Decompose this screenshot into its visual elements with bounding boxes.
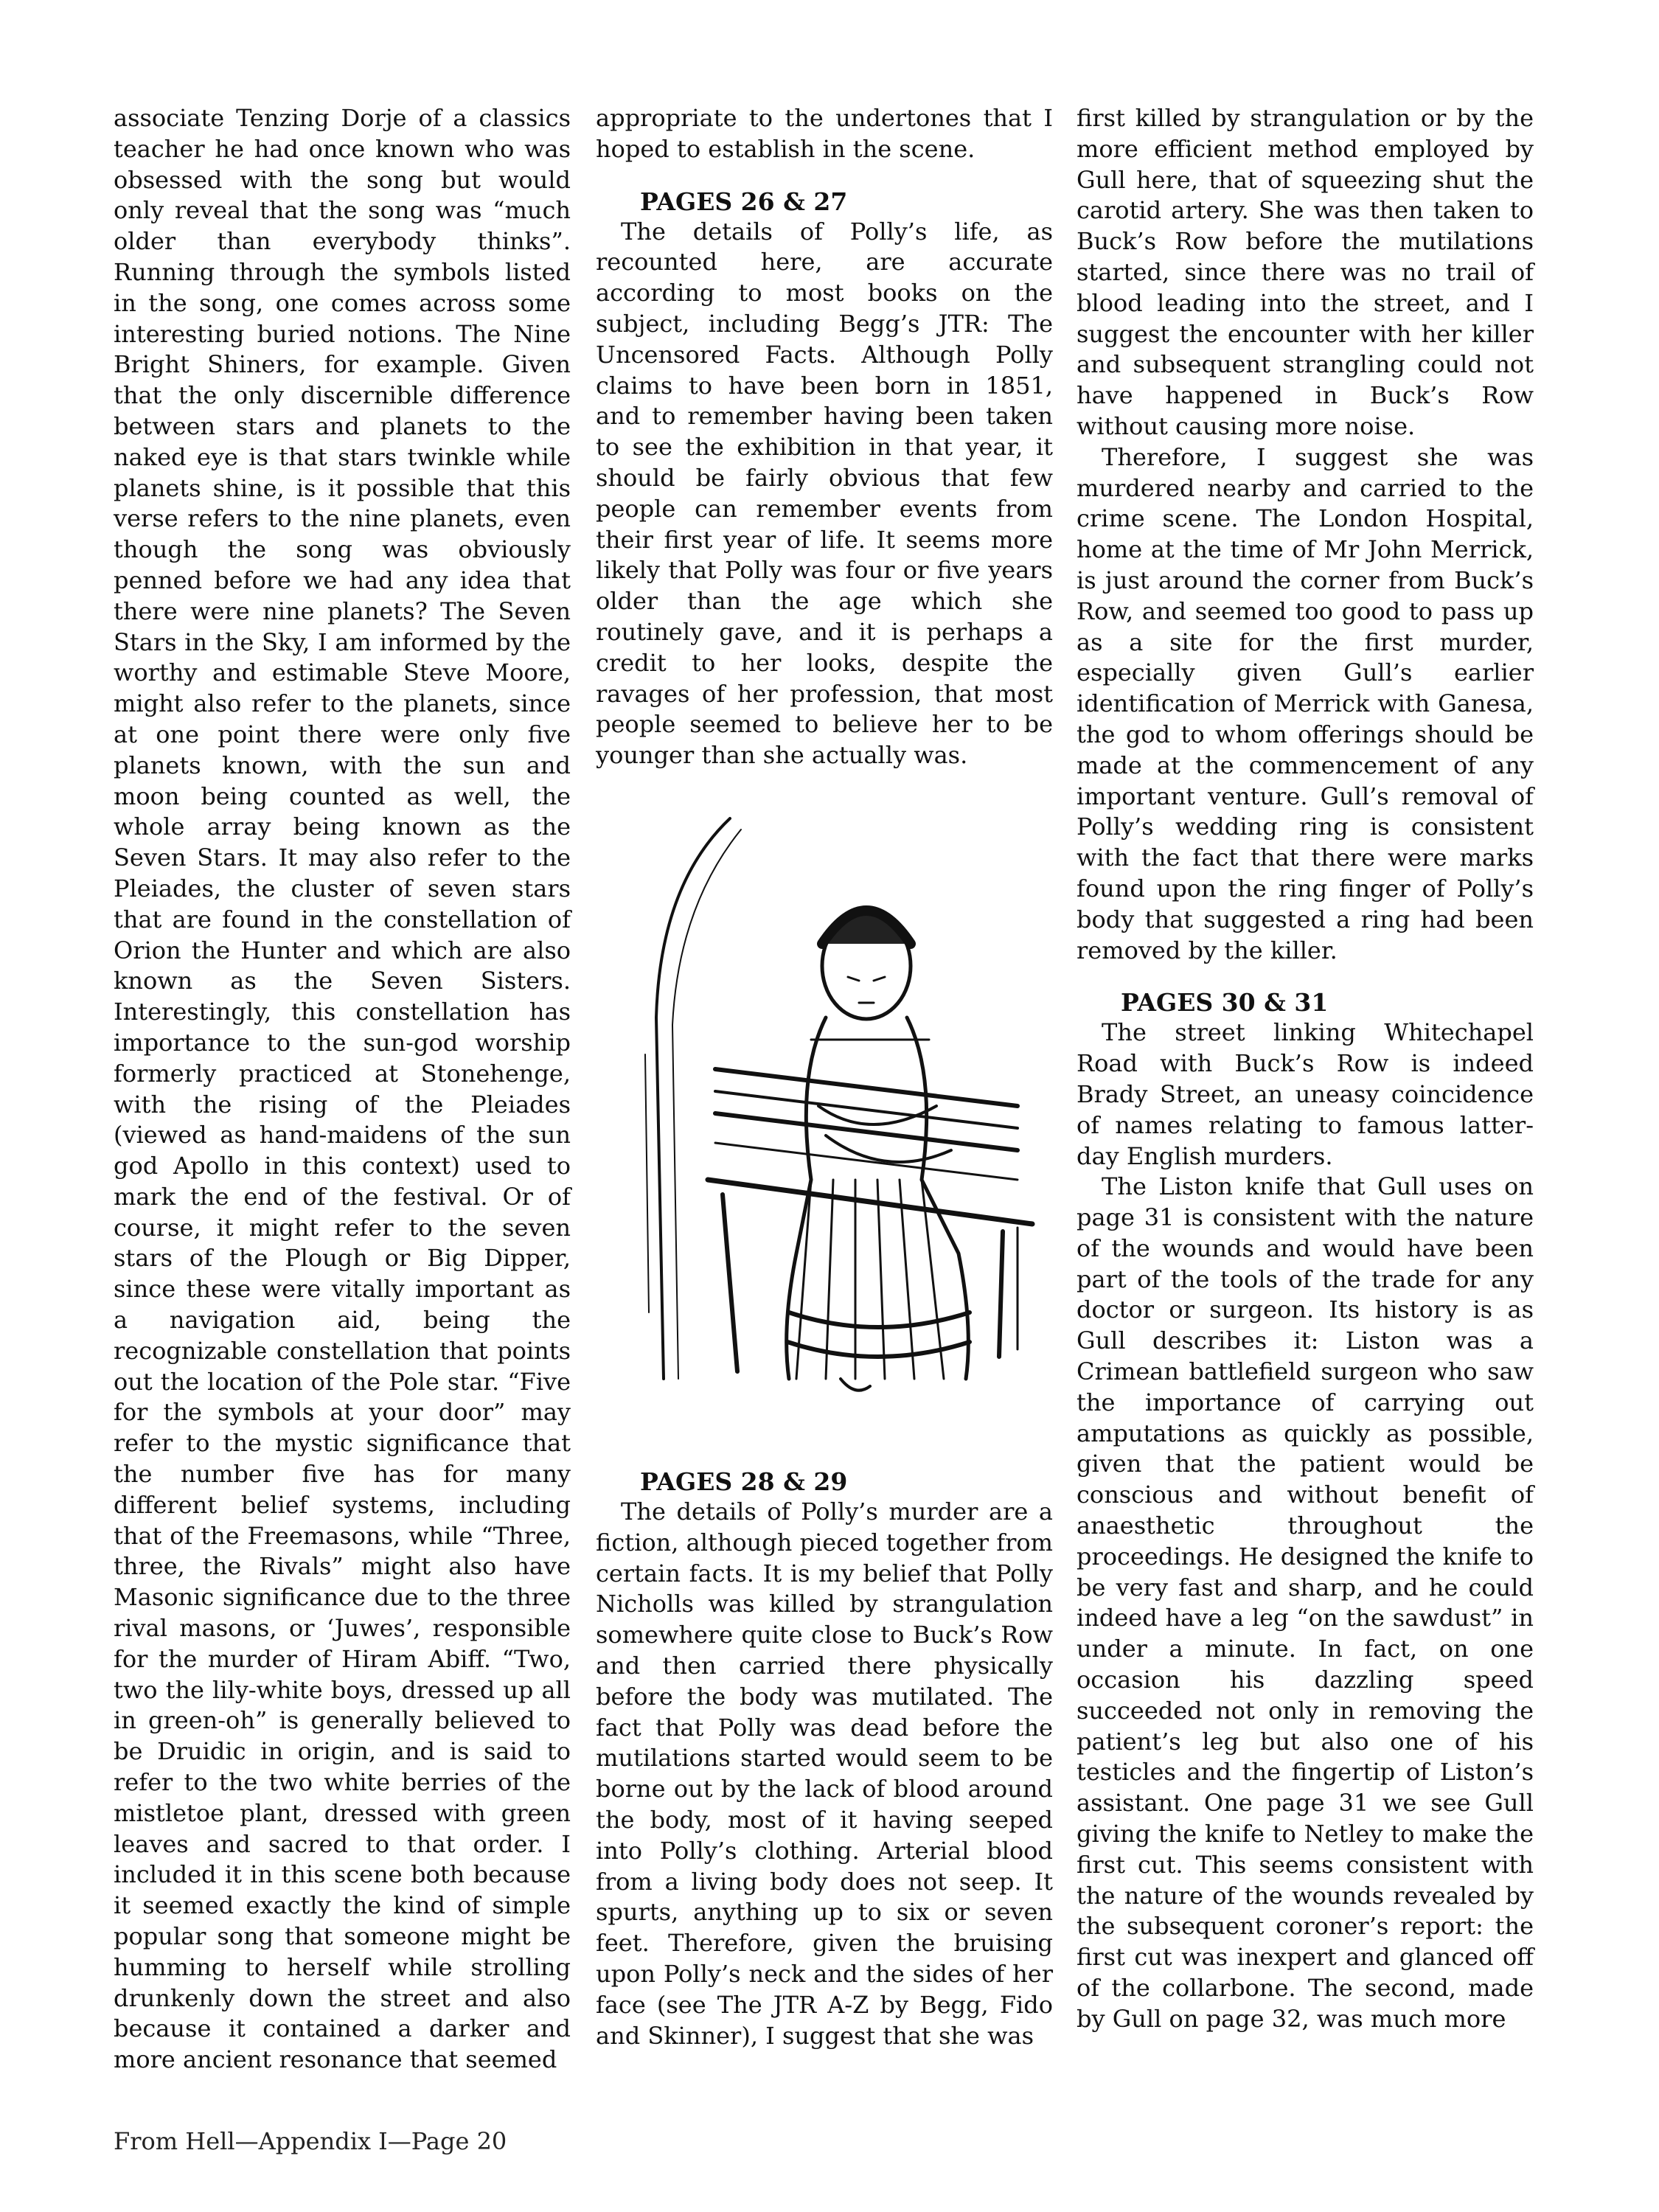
column-middle [596,103,1053,771]
paragraph: The details of Polly’s life, as recounted here, are accurate according to most books on the subject, including Begg’s JTR: The Uncensored Facts. Although Polly claims to have been born in 1851, and to remember having been taken to see the exhibition in that year, it should be fairly obvious that few people can remember events from their first year of life. It seems more likely that Polly was four or five years older than the age which she routinely gave, and it is perhaps a credit to her looks, despite the ravages of her profession, that most people seemed to believe her to be younger than she actually was. [596,217,1053,770]
section-heading: PAGES 26 & 27 [640,187,848,216]
illustration-woman-on-bench [575,796,1062,1401]
section-heading: PAGES 30 & 31 [1121,988,1329,1018]
section-heading: PAGES 28 & 29 [640,1467,848,1496]
column-left [114,103,571,2076]
paragraph: associate Tenzing Dorje of a classics teacher he had once known who was obsessed with the song but would only reveal that the song was “much older than everybody thinks”. Running through the symbols listed in the song, one comes across some interesting buried notions. The Nine Bright Shiners, for example. Given that the only discernible difference between stars and planets to the naked eye is that stars twinkle while planets shine, is it possible that this verse refers to the nine planets, even though the song was obviously penned before we had any idea that there were nine planets? The Seven Stars in the Sky, I am informed by the worthy and estimable Steve Moore, might also refer to the planets, since at one point there were only five planets known, with the sun and moon being counted as well, the whole array being known as the Seven Stars. It may also refer to the Pleiades, the cluster of seven stars that are found in the constellation of Orion the Hunter and which are also known as the Seven Sisters. Interestingly, this constellation has importance to the sun-god worship formerly practiced at Stonehenge, with the rising of the Pleiades (viewed as hand-maidens of the sun god Apollo in this context) used to mark the end of the festival. Or of course, it might refer to the seven stars of the Plough or Big Dipper, since these were vitally important as a navigation aid, being the recognizable constellation that points out the location of the Pole star. “Five for the symbols at your door” may refer to the mystic significance that the number five has for many different belief systems, including that of the Freemasons, while “Three, three, the Rivals” might also have Masonic significance due to the three rival masons, or ‘Juwes’, responsible for the murder of Hiram Abiff. “Two, two the lily-white boys, dressed up all in green-oh” is generally believed to be Druidic in origin, and is said to refer to the two white berries of the mistletoe plant, dressed with green leaves and sacred to that order. I included it in this scene both because it seemed exactly the kind of simple popular song that someone might be humming to herself while strolling drunkenly down the street and also because it contained a darker and more ancient resonance that seemed [114,104,571,2074]
column-right [1077,103,1534,2035]
paragraph: The street linking Whitechapel Road with Buck’s Row is indeed Brady Street, an uneasy coincidence of names relating to famous latter-day English murders. [1077,1018,1534,1170]
paragraph: appropriate to the undertones that I hoped to establish in the scene. [596,104,1053,163]
paragraph: Therefore, I suggest she was murdered nearby and carried to the crime scene. The London Hospital, home at the time of Mr John Merrick, is just around the corner from Buck’s Row, and seemed too good to pass up as a site for the first murder, especially given Gull’s earlier identification of Merrick with Ganesa, the god to whom offerings should be made at the commencement of any important venture. Gull’s removal of Polly’s wedding ring is consistent with the fact that there were marks found upon the ring finger of Polly’s body that suggested a ring had been removed by the killer. [1077,442,1534,964]
paragraph: The Liston knife that Gull uses on page 31 is consistent with the nature of the wounds and would have been part of the tools of the trade for any doctor or surgeon. Its history is as Gull describes it: Liston was a Crimean battlefield surgeon who saw the importance of carrying out amputations as quickly as possible, given that the patient would be conscious and without benefit of anaesthetic throughout the proceedings. He designed the knife to be very fast and sharp, and he could indeed have a leg “on the sawdust” in under a minute. In fact, on one occasion his dazzling speed succeeded not only in removing the patient’s leg but also one of his testicles and the fingertip of Liston’s assistant. One page 31 we see Gull giving the knife to Netley to make the first cut. This seems consistent with the nature of the wounds revealed by the subsequent coroner’s report: the first cut was inexpert and glanced off of the collarbone. The second, made by Gull on page 32, was much more [1077,1172,1534,2033]
paragraph: first killed by strangulation or by the more efficient method employed by Gull here, that of squeezing shut the carotid artery. She was then taken to Buck’s Row before the mutilations started, since there was no trail of blood leading into the street, and I suggest the encounter with her killer and subsequent strangling could not have happened in Buck’s Row without causing more noise. [1077,104,1534,440]
column-middle-bottom [596,1467,1053,2051]
page-footer: From Hell—Appendix I—Page 20 [114,2127,507,2155]
paragraph: The details of Polly’s murder are a fiction, although pieced together from certain facts. It is my belief that Polly Nicholls was killed by strangulation somewhere quite close to Buck’s Row and then carried there physically before the body was mutilated. The fact that Polly was dead before the mutilations started would seem to be borne out by the lack of blood around the body, most of it having seeped into Polly’s clothing. Arterial blood from a living body does not seep. It spurts, anything up to six or seven feet. Therefore, given the bruising upon Polly’s neck and the sides of her face (see The JTR A-Z by Begg, Fido and Skinner), I suggest that she was [596,1498,1053,2050]
